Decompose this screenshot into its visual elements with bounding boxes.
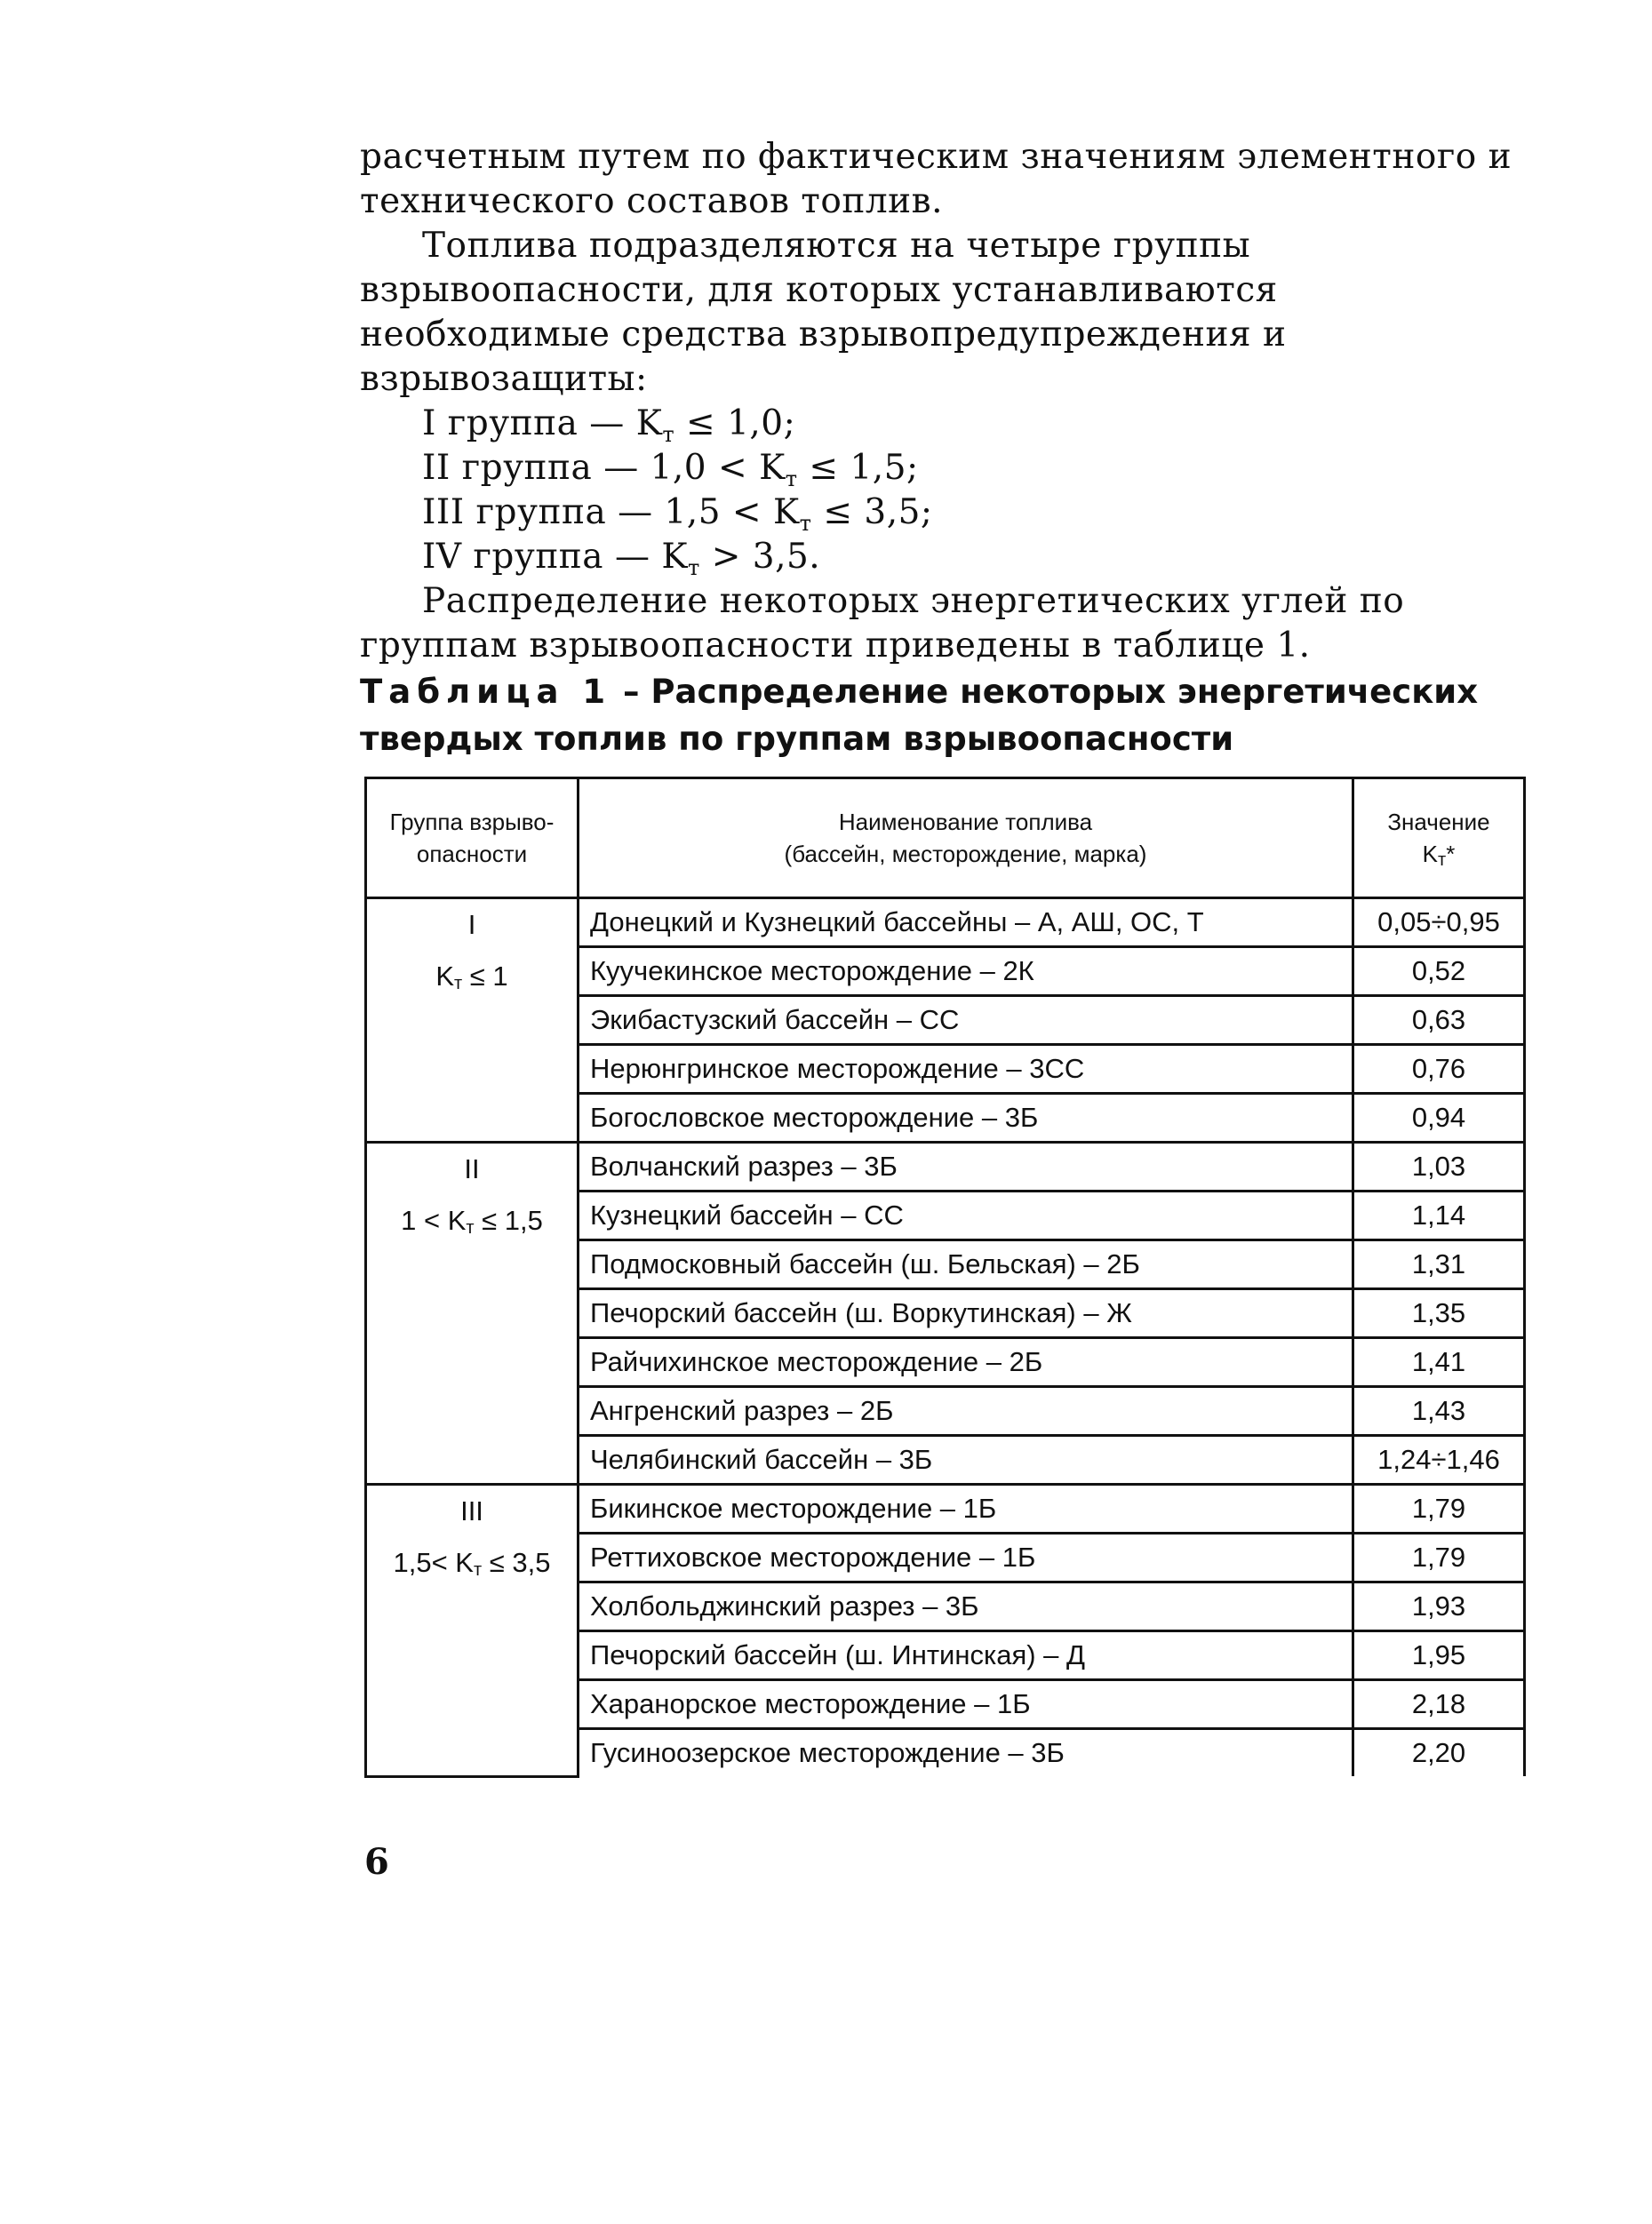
kt-value-cell: 1,79 (1353, 1534, 1525, 1582)
kt-value-cell: 1,41 (1353, 1338, 1525, 1387)
fuel-name-cell: Волчанский разрез – 3Б (579, 1143, 1353, 1192)
paragraph-line: расчетным путем по фактическим значениям элементного и (360, 137, 1512, 177)
kt-value-cell: 1,03 (1353, 1143, 1525, 1192)
table-row (366, 1143, 1525, 1192)
group-line-2: II группа — $1,0 < K_т \le 1,5$; (422, 448, 919, 491)
kt-value-cell: 1,93 (1353, 1582, 1525, 1631)
kt-value-cell: 2,20 (1353, 1729, 1525, 1777)
fuel-name-cell: Экибастузский бассейн – СС (579, 996, 1353, 1045)
fuel-name-cell: Подмосковный бассейн (ш. Бельская) – 2Б (579, 1240, 1353, 1289)
paragraph-table-ref: Распределение некоторых энергетических углей по группам взрывоопасности приведены в таблице 1. (360, 581, 1405, 666)
header-value: Значение $K_т*$ (1353, 778, 1525, 898)
kt-value-cell: 0,63 (1353, 996, 1525, 1045)
group-line-4: IV группа — $K_т > 3,5$. (422, 537, 821, 580)
kt-value-cell: 0,05÷0,95 (1353, 898, 1525, 947)
group-cell-1: I $K_т \le 1$ (366, 898, 579, 1143)
kt-value-cell: 1,43 (1353, 1387, 1525, 1436)
kt-value-cell: 1,24÷1,46 (1353, 1436, 1525, 1485)
fuel-name-cell: Донецкий и Кузнецкий бассейны – А, АШ, ОС, Т (579, 898, 1353, 947)
fuel-name-cell: Гусиноозерское месторождение – 3Б (579, 1729, 1353, 1777)
header-fuel-name: Наименование топлива (бассейн, месторождение, марка) (579, 778, 1353, 898)
table-row (366, 1485, 1525, 1534)
kt-value-cell: 0,52 (1353, 947, 1525, 996)
kt-value-cell: 1,95 (1353, 1631, 1525, 1680)
table-caption (360, 668, 1524, 762)
fuel-name-cell: Холбольджинский разрез – 3Б (579, 1582, 1353, 1631)
fuel-name-cell: Куучекинское месторождение – 2К (579, 947, 1353, 996)
fuel-name-cell: Печорский бассейн (ш. Интинская) – Д (579, 1631, 1353, 1680)
kt-value-cell: 0,76 (1353, 1045, 1525, 1094)
fuel-name-cell: Кузнецкий бассейн – СС (579, 1192, 1353, 1240)
fuel-name-cell: Бикинское месторождение – 1Б (579, 1485, 1353, 1534)
fuel-name-cell: Печорский бассейн (ш. Воркутинская) – Ж (579, 1289, 1353, 1338)
body-text (360, 135, 1515, 668)
kt-value-cell: 0,94 (1353, 1094, 1525, 1143)
kt-value-cell: 1,31 (1353, 1240, 1525, 1289)
kt-value-cell: 2,18 (1353, 1680, 1525, 1729)
page-number: 6 (364, 1841, 389, 1883)
table-caption-label: Таблица 1 (360, 673, 612, 711)
kt-value-cell: 1,35 (1353, 1289, 1525, 1338)
header-group: Группа взрыво-опасности (366, 778, 579, 898)
paragraph-line: технического составов топлив. (360, 181, 943, 221)
fuel-name-cell: Нерюнгринское месторождение – 3СС (579, 1045, 1353, 1094)
group-line-3: III группа — $1,5 < K_т \le 3,5$; (422, 492, 933, 536)
table-row (366, 898, 1525, 947)
explosion-groups-table (364, 777, 1526, 1778)
fuel-name-cell: Ангренский разрез – 2Б (579, 1387, 1353, 1436)
paragraph-groups-intro: Топлива подразделяются на четыре группы взрывоопасности, для которых устанавливаются необходимые средства взрывопредупреждения и взрывозащиты: (360, 226, 1287, 399)
fuel-name-cell: Харанорское месторождение – 1Б (579, 1680, 1353, 1729)
fuel-name-cell: Челябинский бассейн – 3Б (579, 1436, 1353, 1485)
group-line-1: I группа — $K_т \le 1,0$; (422, 403, 796, 447)
kt-value-cell: 1,14 (1353, 1192, 1525, 1240)
table-caption-text: – Распределение некоторых энергетических твердых топлив по группам взрывоопасности (360, 673, 1479, 758)
fuel-name-cell: Райчихинское месторождение – 2Б (579, 1338, 1353, 1387)
fuel-name-cell: Богословское месторождение – 3Б (579, 1094, 1353, 1143)
kt-value-cell: 1,79 (1353, 1485, 1525, 1534)
group-cell-2: II $1 < K_т \le 1,5$ (366, 1143, 579, 1485)
group-cell-3: III $1,5< K_т \le 3,5$ (366, 1485, 579, 1777)
fuel-name-cell: Реттиховское месторождение – 1Б (579, 1534, 1353, 1582)
table-header-row (366, 778, 1525, 898)
